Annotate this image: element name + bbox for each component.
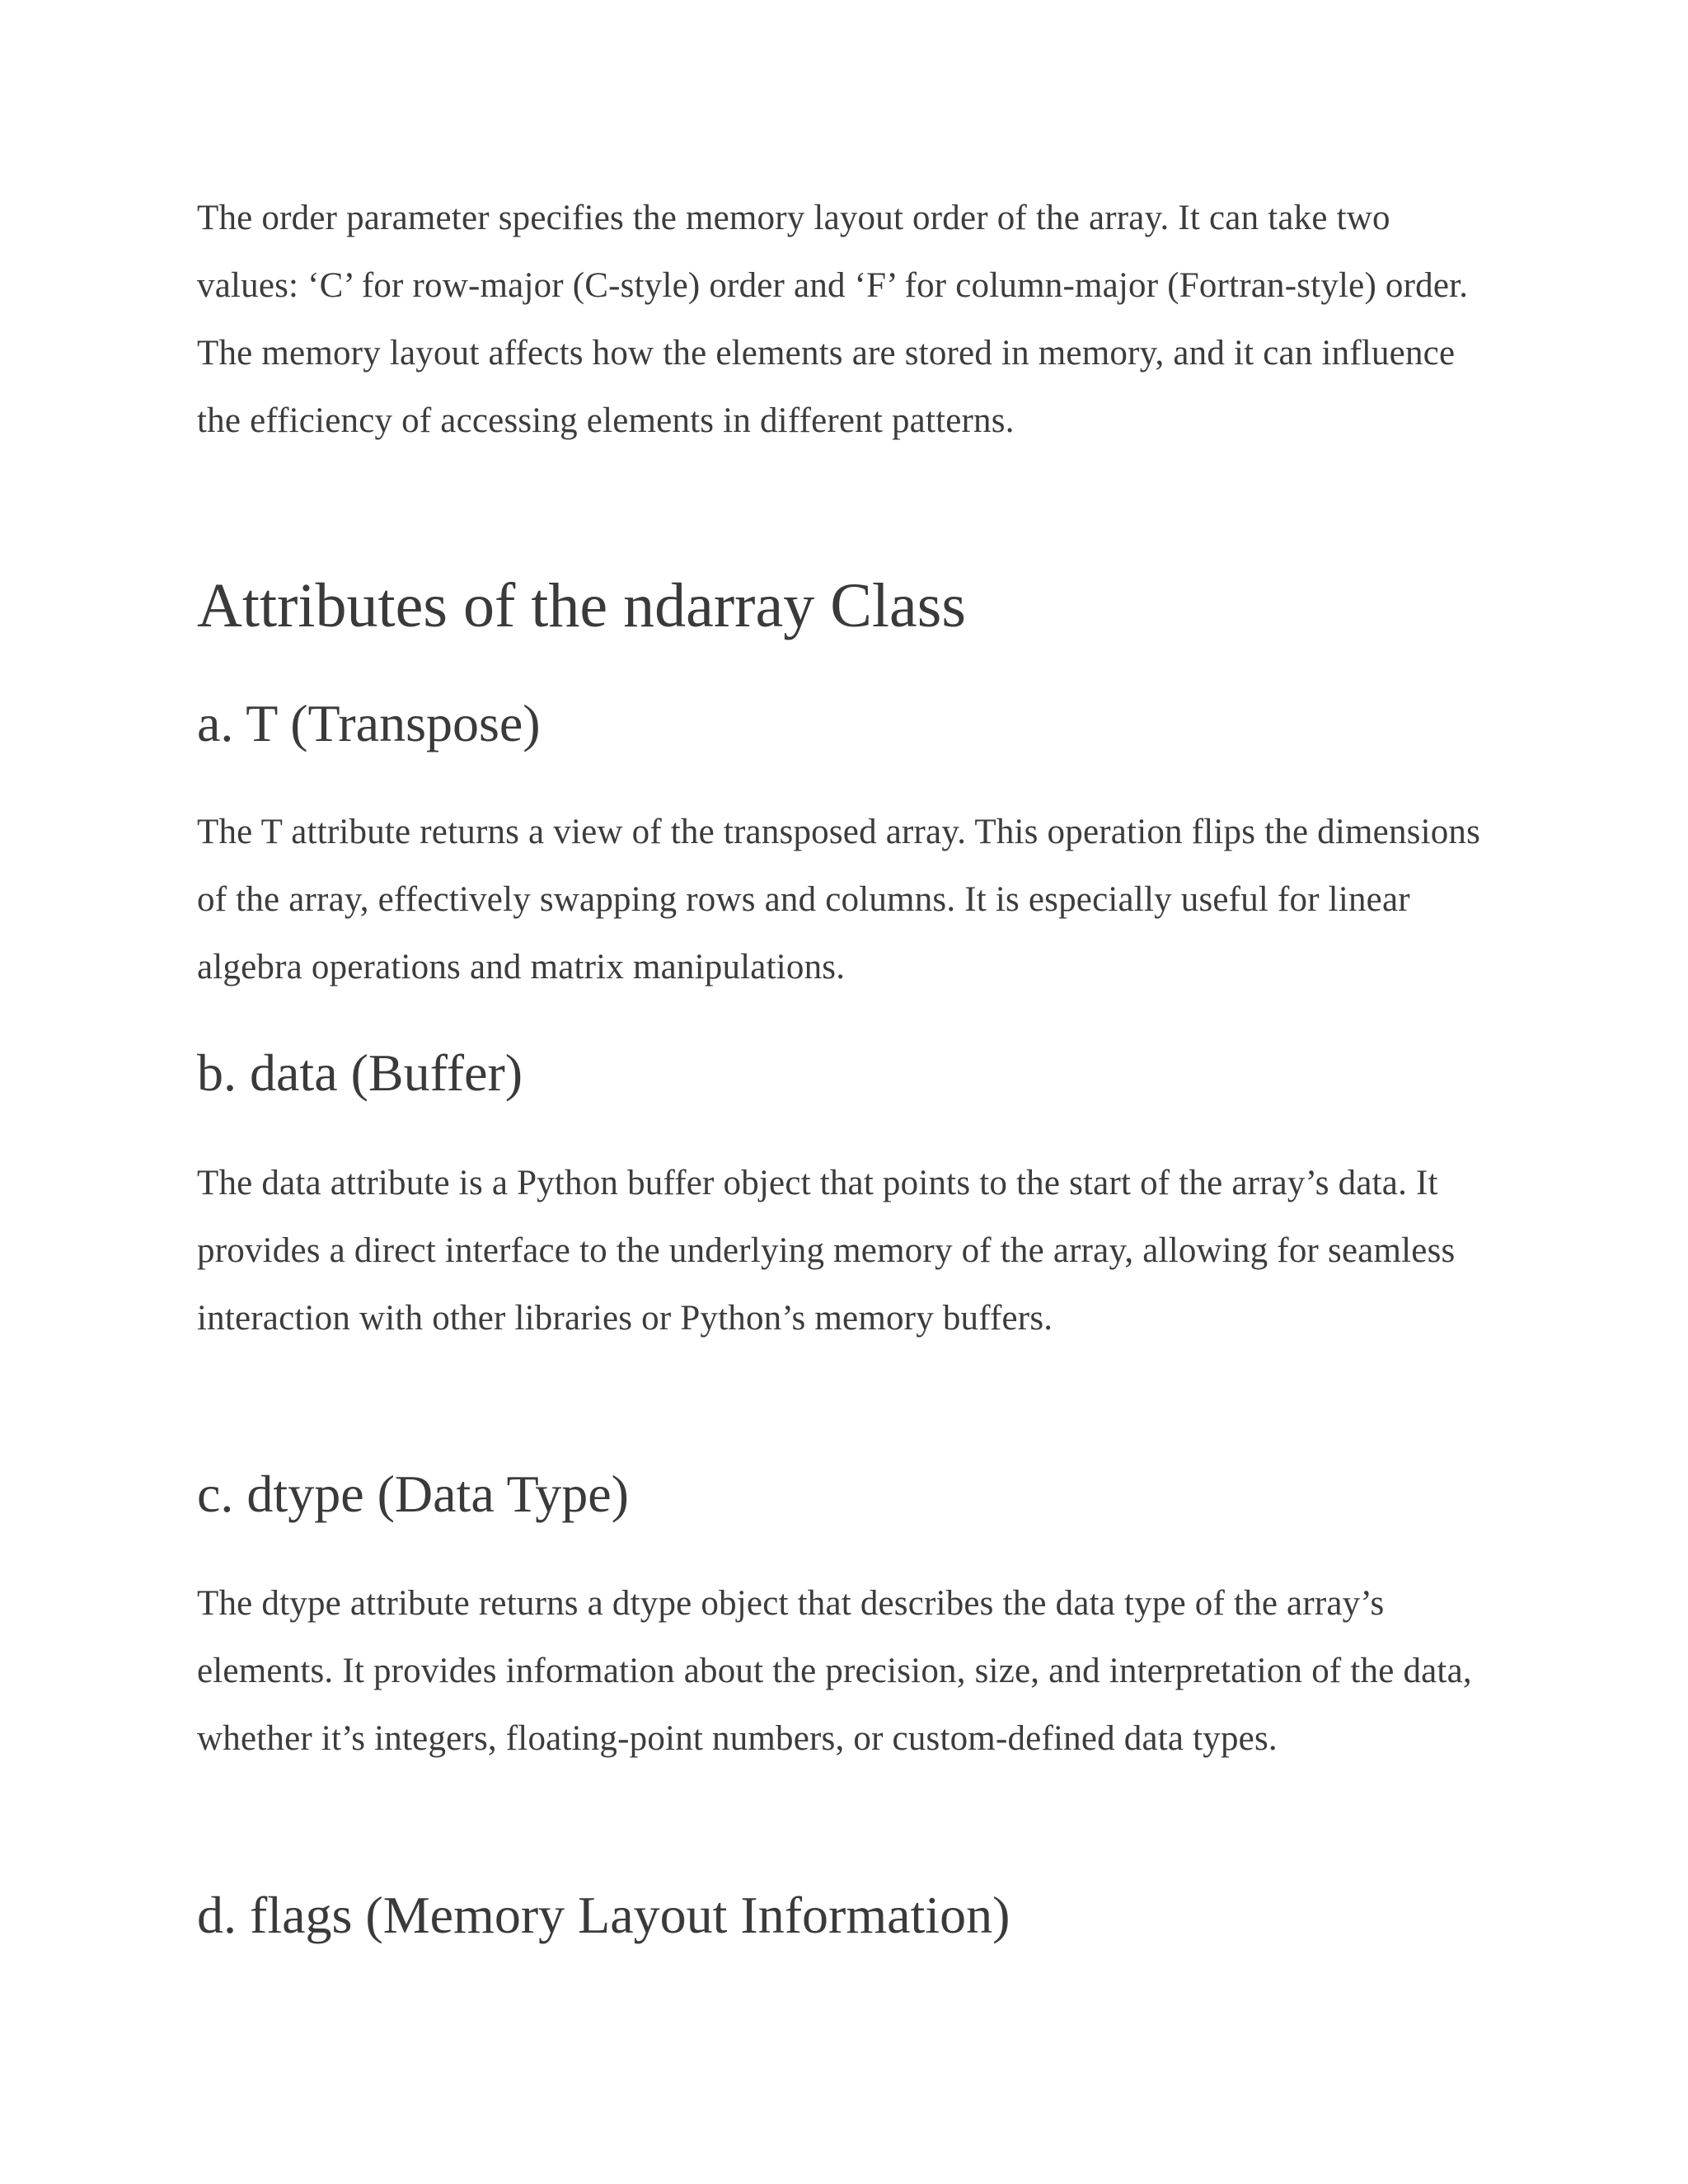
- subsection-heading-dtype: c. dtype (Data Type): [197, 1465, 629, 1523]
- intro-paragraph: The order parameter specifies the memory layout order of the array. It can take two values: ‘C’ for row-major (C-style) order and ‘F’ for column-major (Fortran-style) order. The memory layout affects how the elements are stored in memory, and it can influence the efficiency of accessing elements in different patterns.: [197, 199, 1469, 440]
- subsection-heading-flags: d. flags (Memory Layout Information): [197, 1886, 1010, 1944]
- subsection-heading-transpose: a. T (Transpose): [197, 694, 541, 752]
- subsection-heading-data: b. data (Buffer): [197, 1043, 523, 1102]
- section-title: Attributes of the ndarray Class: [197, 571, 966, 640]
- subsection-body-dtype: The dtype attribute returns a dtype object that describes the data type of the array’s elements. It provides information about the precision, size, and interpretation of the data, whether it’s integers, floating-point numbers, or custom-defined data types.: [197, 1584, 1472, 1758]
- subsection-body-data: The data attribute is a Python buffer object that points to the start of the array’s data. It provides a direct interface to the underlying memory of the array, allowing for seamless interaction with other libraries or Python’s memory buffers.: [197, 1164, 1456, 1338]
- subsection-body-transpose: The T attribute returns a view of the transposed array. This operation flips the dimensions of the array, effectively swapping rows and columns. It is especially useful for linear algebra operations and matrix manipulations.: [197, 813, 1481, 987]
